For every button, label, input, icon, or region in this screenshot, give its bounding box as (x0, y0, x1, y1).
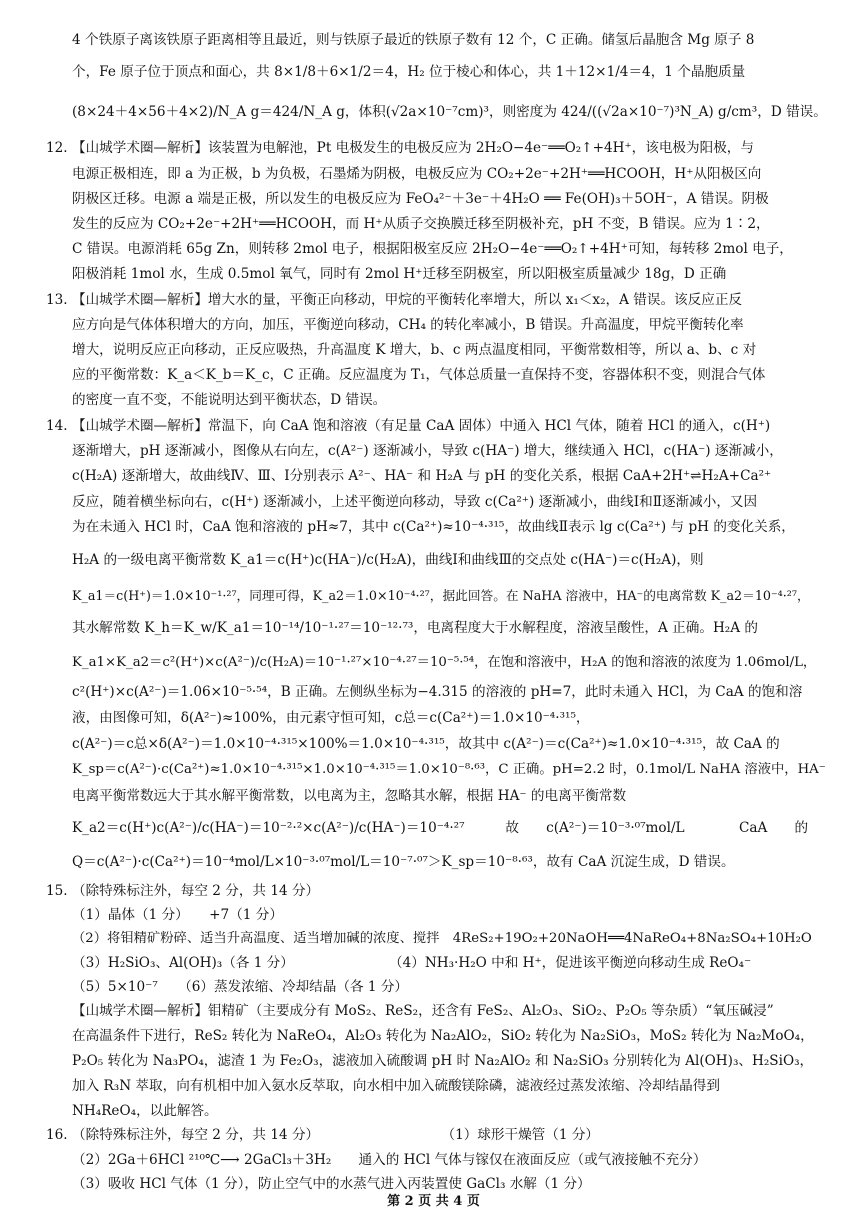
text-line: 【山城学术圈—解析】钼精矿（主要成分有 MoS₂、ReS₂，还含有 FeS₂、Al₂O₃、SiO₂、P₂O₅ 等杂质）“氧压碱浸” (72, 1003, 774, 1019)
text-line: 个，Fe 原子位于顶点和面心，共 8×1/8＋6×1/2＝4，H₂ 位于棱心和体心，共 1＋12×1/4＝4，1 个晶胞质量 (72, 64, 746, 80)
page-footer: 第 2 页 共 4 页 (387, 1194, 480, 1209)
text-line: （除特殊标注外，每空 2 分，共 14 分） （1）球形干燥管（1 分） (72, 1127, 600, 1143)
text-line: 逐渐增大，pH 逐渐减小，图像从右向左，c(A²⁻) 逐渐减小，导致 c(HA⁻) 增大，继续通入 HCl，c(HA⁻) 逐渐减小， (72, 443, 783, 459)
text-line: 发生的反应为 CO₂+2e⁻+2H⁺══HCOOH，而 H⁺从质子交换膜迁移至阴极补充，pH 不变，B 错误。应为 1∶2， (72, 216, 770, 232)
text-line: P₂O₅ 转化为 Na₃PO₄，滤渣 1 为 Fe₂O₃，滤液加入硫酸调 pH 时 Na₂AlO₂ 和 Na₂SiO₃ 分别转化为 Al(OH)₃、H₂SiO₃， (72, 1053, 814, 1069)
text-line: K_a2＝c(H⁺)c(A²⁻)/c(HA⁻)＝10⁻²·²×c(A²⁻)/c(HA⁻)＝10⁻⁴·²⁷ 故 c(A²⁻)＝10⁻³·⁰⁷mol/L CaA 的 (72, 820, 809, 836)
text-line: c(A²⁻)＝c总×δ(A²⁻)＝1.0×10⁻⁴·³¹⁵×100%＝1.0×10⁻⁴·³¹⁵，故其中 c(A²⁻)＝c(Ca²⁺)≈1.0×10⁻⁴·³¹⁵，故 CaA 的 (72, 736, 780, 752)
text-line: 阳极消耗 1mol 水，生成 0.5mol 氧气，同时有 2mol H⁺迁移至阴极室，所以阳极室质量减少 18g，D 正确 (72, 266, 727, 282)
text-line: 反应，随着横坐标向右，c(H⁺) 逐渐减小，上述平衡逆向移动，导致 c(Ca²⁺) 逐渐减小，曲线Ⅰ和Ⅱ逐渐减小，又因 (72, 494, 758, 510)
question-number: 16. (46, 1127, 68, 1143)
text-line: （3）H₂SiO₃、Al(OH)₃（各 1 分） （4）NH₃·H₂O 中和 H⁺，促进该平衡逆向移动生成 ReO₄⁻ (72, 955, 752, 971)
text-line: c²(H⁺)×c(A²⁻)＝1.06×10⁻⁵·⁵⁴，B 正确。左侧纵坐标为−4.315 的溶液的 pH=7，此时未通入 HCl，为 CaA 的饱和溶 (72, 684, 803, 700)
text-line: C 错误。电源消耗 65g Zn，则转移 2mol 电子，根据阳极室反应 2H₂O−4e⁻══O₂↑+4H⁺可知，每转移 2mol 电子， (72, 241, 793, 257)
question-number: 14. (46, 418, 68, 434)
text-line: K_a1＝c(H⁺)＝1.0×10⁻¹·²⁷，同理可得，K_a2＝1.0×10⁻⁴·²⁷，据此回答。在 NaHA 溶液中，HA⁻的电离常数 K_a2＝10⁻⁴·²⁷， (72, 588, 810, 603)
text-line: 为在未通入 HCl 时，CaA 饱和溶液的 pH≈7，其中 c(Ca²⁺)≈10⁻⁴·³¹⁵，故曲线Ⅱ表示 lg c(Ca²⁺) 与 pH 的变化关系， (72, 519, 795, 535)
text-line: K_sp＝c(A²⁻)·c(Ca²⁺)≈1.0×10⁻⁴·³¹⁵×1.0×10⁻⁴·³¹⁵＝1.0×10⁻⁸·⁶³，C 正确。pH=2.2 时，0.1mol/L NaHA 溶液中，HA⁻ (72, 762, 826, 777)
text-line: 其水解常数 K_h＝K_w/K_a1＝10⁻¹⁴/10⁻¹·²⁷＝10⁻¹²·⁷³，电离程度大于水解程度，溶液呈酸性，A 正确。H₂A 的 (72, 620, 758, 636)
text-line: c(H₂A) 逐渐增大，故曲线Ⅳ、Ⅲ、Ⅰ分别表示 A²⁻、HA⁻ 和 H₂A 与 pH 的变化关系，根据 CaA+2H⁺⇌H₂A+Ca²⁺ (72, 468, 772, 484)
text-line: 加入 R₃N 萃取，向有机相中加入氨水反萃取，向水相中加入硫酸镁除磷，滤液经过蒸发浓缩、冷却结晶得到 (72, 1078, 720, 1094)
question-number: 15. (46, 883, 68, 899)
text-line: （1）晶体（1 分） +7（1 分） (72, 907, 283, 923)
text-line: (8×24＋4×56＋4×2)/N_A g＝424/N_A g，体积(√2a×10⁻⁷cm)³，则密度为 424/((√2a×10⁻⁷)³N_A) g/cm³，D 错误。 (72, 104, 827, 120)
text-line: 【山城学术圈—解析】常温下，向 CaA 饱和溶液（有足量 CaA 固体）中通入 HCl 气体，随着 HCl 的通入，c(H⁺) (72, 418, 771, 434)
text-line: （5）5×10⁻⁷ （6）蒸发浓缩、冷却结晶（各 1 分） (72, 979, 409, 995)
text-line: （2）将钼精矿粉碎、适当升高温度、适当增加碱的浓度、搅拌 4ReS₂+19O₂+20NaOH══4NaReO₄+8Na₂SO₄+10H₂O (72, 931, 812, 946)
text-line: 应方向是气体体积增大的方向，加压，平衡逆向移动，CH₄ 的转化率减小，B 错误。升高温度，甲烷平衡转化率 (72, 317, 744, 333)
text-line: 电离平衡常数远大于其水解平衡常数，以电离为主，忽略其水解，根据 HA⁻ 的电离平衡常数 (72, 788, 627, 804)
question-number: 12. (46, 140, 68, 156)
text-line: 应的平衡常数：K_a＜K_b＝K_c，C 正确。反应温度为 T₁，气体总质量一直保持不变，容器体积不变，则混合气体 (72, 367, 766, 383)
text-line: 【山城学术圈—解析】该装置为电解池，Pt 电极发生的电极反应为 2H₂O−4e⁻══O₂↑+4H⁺，该电极为阳极，与 (72, 140, 754, 156)
text-line: 【山城学术圈—解析】增大水的量，平衡正向移动，甲烷的平衡转化率增大，所以 x₁＜x₂，A 错误。该反应正反 (72, 292, 742, 308)
text-line: NH₄ReO₄，以此解答。 (72, 1103, 218, 1119)
text-line: H₂A 的一级电离平衡常数 K_a1＝c(H⁺)c(HA⁻)/c(H₂A)，曲线Ⅰ和曲线Ⅲ的交点处 c(HA⁻)＝c(H₂A)，则 (72, 552, 704, 568)
text-line: 在高温条件下进行，ReS₂ 转化为 NaReO₄，Al₂O₃ 转化为 Na₂AlO₂，SiO₂ 转化为 Na₂SiO₃，MoS₂ 转化为 Na₂MoO₄， (72, 1028, 814, 1044)
text-line: K_a1×K_a2＝c²(H⁺)×c(A²⁻)/c(H₂A)＝10⁻¹·²⁷×10⁻⁴·²⁷＝10⁻⁵·⁵⁴，在饱和溶液中，H₂A 的饱和溶液的浓度为 1.06mol/L， (72, 655, 817, 670)
text-line: （3）吸收 HCl 气体（1 分），防止空气中的水蒸气进入丙装置使 GaCl₃ 水解（1 分） (72, 1176, 591, 1192)
text-line: 的密度一直不变，不能说明达到平衡状态，D 错误。 (72, 392, 387, 408)
text-line: 4 个铁原子离该铁原子距离相等且最近，则与铁原子最近的铁原子数有 12 个，C 正确。储氢后晶胞含 Mg 原子 8 (72, 32, 755, 48)
text-line: 液，由图像可知，δ(A²⁻)≈100%，由元素守恒可知，c总＝c(Ca²⁺)＝1.0×10⁻⁴·³¹⁵， (72, 710, 590, 726)
text-line: （除特殊标注外，每空 2 分，共 14 分） (72, 883, 320, 899)
text-line: （2）2Ga＋6HCl ²¹⁰℃⟶ 2GaCl₃＋3H₂ 通入的 HCl 气体与镓仅在液面反应（或气液接触不充分） (72, 1152, 707, 1168)
text-line: 增大，说明反应正向移动，正反应吸热，升高温度 K 增大，b、c 两点温度相同，平衡常数相等，所以 a、b、c 对 (72, 342, 757, 358)
text-line: Q＝c(A²⁻)·c(Ca²⁺)＝10⁻⁴mol/L×10⁻³·⁰⁷mol/L＝10⁻⁷·⁰⁷＞K_sp＝10⁻⁸·⁶³，故有 CaA 沉淀生成，D 错误。 (72, 854, 735, 870)
text-line: 电源正极相连，即 a 为正极，b 为负极，石墨烯为阴极，电极反应为 CO₂+2e⁻+2H⁺══HCOOH，H⁺从阳极区向 (72, 166, 762, 182)
question-number: 13. (46, 292, 68, 308)
text-line: 阴极区迁移。电源 a 端是正极，所以发生的电极反应为 FeO₄²⁻＋3e⁻＋4H₂O ══ Fe(OH)₃＋5OH⁻，A 错误。阴极 (72, 191, 769, 207)
